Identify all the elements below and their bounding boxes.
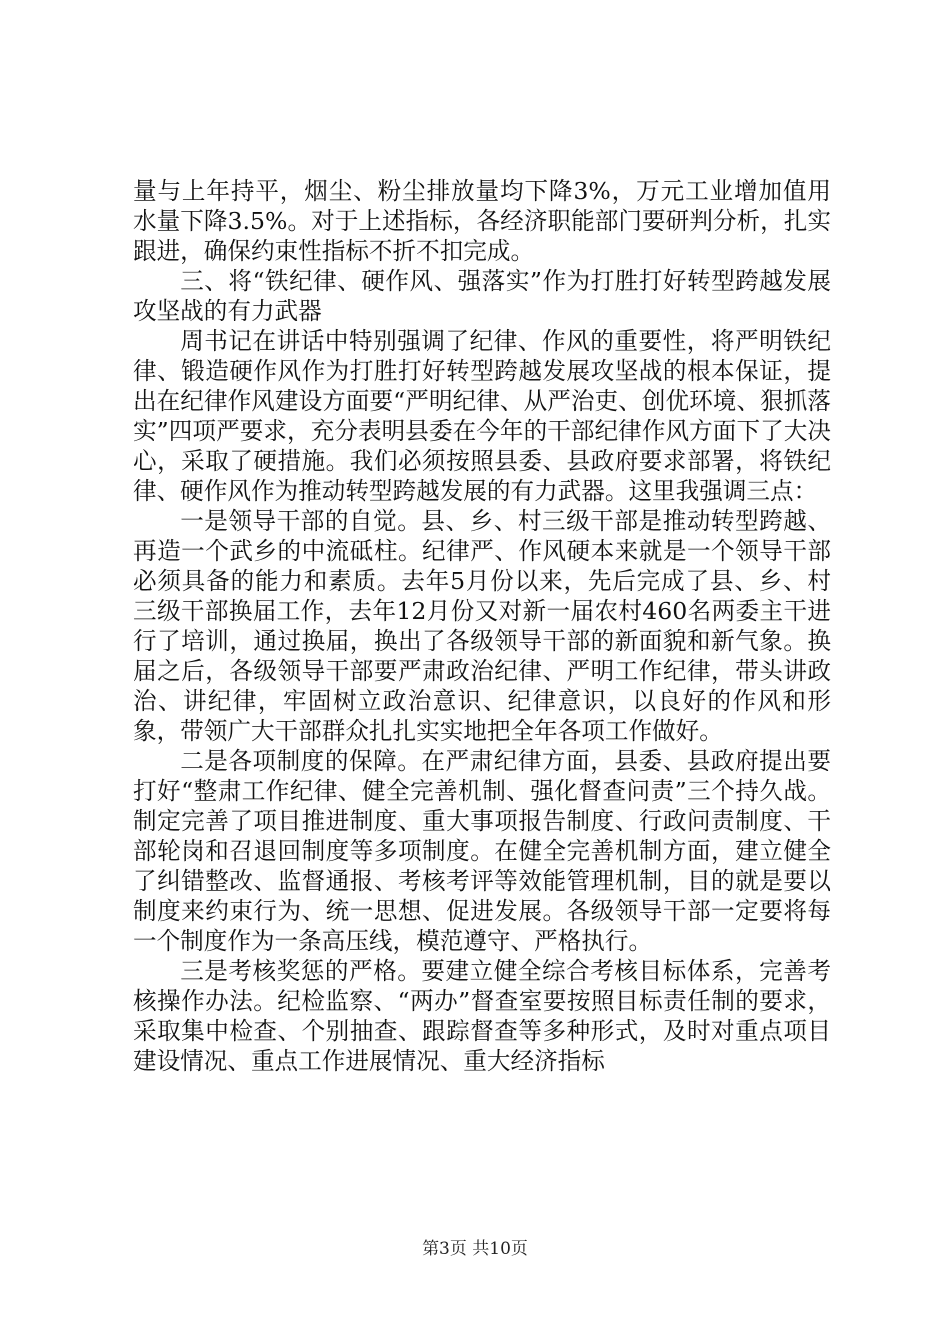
paragraph-4: 一是领导干部的自觉。县、乡、村三级干部是推动转型跨越、再造一个武乡的中流砥柱。纪律严、作风硬本来就是一个领导干部必须具备的能力和素质。去年5月份以来，先后完成了县、乡、村三级干部换届工作，去年12月份又对新一届农村460名两委主干进行了培训，通过换届，换出了各级领导干部的新面貌和新气象。换届之后，各级领导干部要严肃政治纪律、严明工作纪律，带头讲政治、讲纪律，牢固树立政治意识、纪律意识，以良好的作风和形象，带领广大干部群众扎扎实实地把全年各项工作做好。 [133, 507, 831, 745]
paragraph-1: 量与上年持平，烟尘、粉尘排放量均下降3%，万元工业增加值用水量下降3.5%。对于上述指标，各经济职能部门要研判分析，扎实跟进，确保约束性指标不折不扣完成。 [133, 177, 831, 265]
paragraph-6: 三是考核奖惩的严格。要建立健全综合考核目标体系，完善考核操作办法。纪检监察、“两办”督查室要按照目标责任制的要求，采取集中检查、个别抽查、跟踪督查等多种形式，及时对重点项目建设情况、重点工作进展情况、重大经济指标 [133, 957, 831, 1075]
paragraph-5: 二是各项制度的保障。在严肃纪律方面，县委、县政府提出要打好“整肃工作纪律、健全完善机制、强化督查问责”三个持久战。制定完善了项目推进制度、重大事项报告制度、行政问责制度、干部轮岗和召退回制度等多项制度。在健全完善机制方面，建立健全了纠错整改、监督通报、考核考评等效能管理机制，目的就是要以制度来约束行为、统一思想、促进发展。各级领导干部一定要将每一个制度作为一条高压线，模范遵守、严格执行。 [133, 747, 831, 955]
paragraph-3: 周书记在讲话中特别强调了纪律、作风的重要性，将严明铁纪律、锻造硬作风作为打胜打好转型跨越发展攻坚战的根本保证，提出在纪律作风建设方面要“严明纪律、从严治吏、创优环境、狠抓落实”四项严要求，充分表明县委在今年的干部纪律作风方面下了大决心，采取了硬措施。我们必须按照县委、县政府要求部署，将铁纪律、硬作风作为推动转型跨越发展的有力武器。这里我强调三点： [133, 327, 831, 505]
document-body [133, 176, 831, 1076]
paragraph-2-heading: 三、将“铁纪律、硬作风、强落实”作为打胜打好转型跨越发展攻坚战的有力武器 [133, 267, 831, 325]
page-footer: 第3页 共10页 [422, 1239, 528, 1259]
